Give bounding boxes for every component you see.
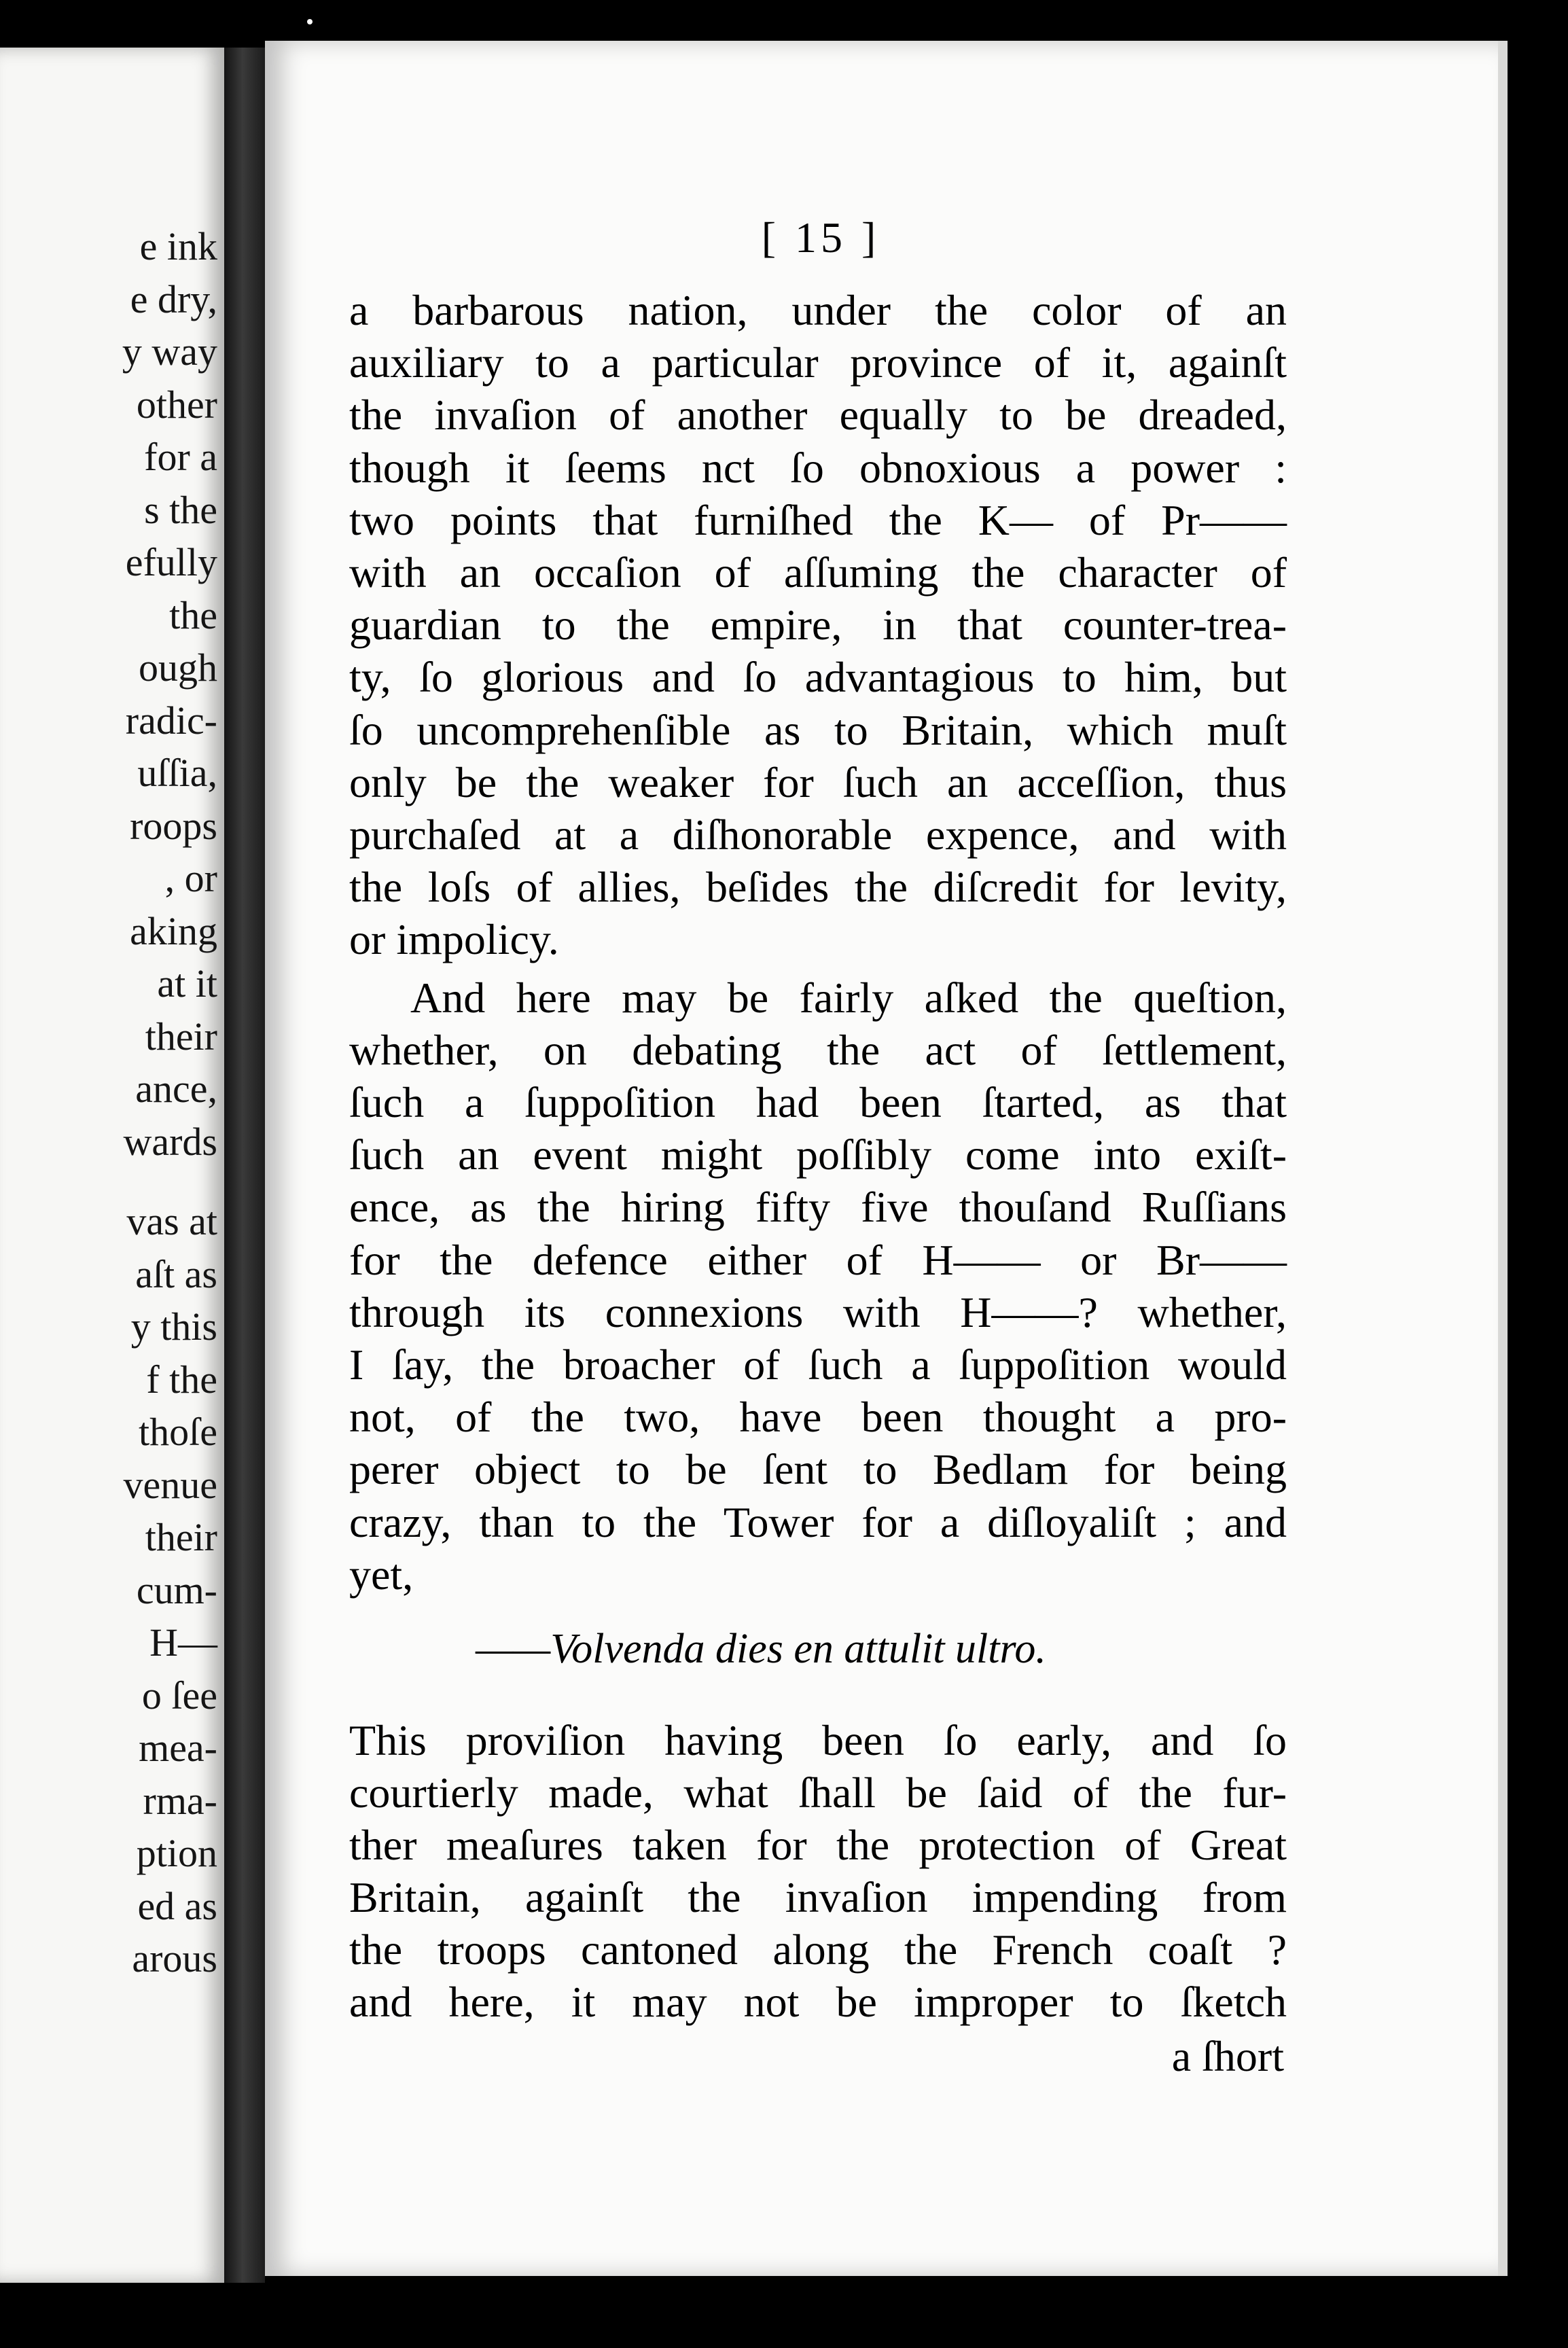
body-line: or impolicy. <box>349 915 559 964</box>
facing-page-line: thoſe <box>139 1410 217 1454</box>
body-line: I ſay, the broacher of ſuch a ſuppoſition would <box>349 1340 1287 1389</box>
body-line: for the defence either of H—— or Br—— <box>349 1235 1287 1284</box>
facing-page-line: y way <box>122 330 217 374</box>
facing-page-line: venue <box>123 1462 217 1507</box>
facing-page-line: efully <box>125 540 217 584</box>
facing-page-line: ough <box>139 645 217 690</box>
facing-page-line: wards <box>123 1119 217 1164</box>
closing-line: courtierly made, what ſhall be ſaid of the fur- <box>349 1768 1287 1817</box>
body-line: ſo uncomprehenſible as to Britain, which muſt <box>349 705 1287 754</box>
dust-speck <box>307 19 313 24</box>
body-line: not, of the two, have been thought a pro- <box>349 1393 1287 1442</box>
facing-page-line: roops <box>130 803 217 848</box>
facing-page-line: the <box>169 592 217 637</box>
body-line: through its connexions with H——? whether, <box>349 1287 1287 1336</box>
body-line: auxiliary to a particular province of it, againſt <box>349 338 1287 387</box>
facing-page-line: o ſee <box>141 1673 217 1718</box>
facing-page-line: vas at <box>126 1199 217 1243</box>
facing-page-line: ption <box>136 1831 217 1875</box>
body-line: ſuch an event might poſſibly come into exiſt- <box>349 1131 1287 1179</box>
closing-line: Britain, againſt the invaſion impending from <box>349 1873 1287 1921</box>
body-line: perer object to be ſent to Bedlam for being <box>349 1445 1287 1494</box>
facing-page-line: rma- <box>143 1778 217 1823</box>
facing-page-line: their <box>145 1515 217 1559</box>
body-line: though it ſeems nct ſo obnoxious a power : <box>349 443 1287 492</box>
closing-line: This proviſion having been ſo early, and ſo <box>349 1716 1287 1764</box>
body-line: with an occaſion of aſſuming the character of <box>349 548 1287 597</box>
facing-page-line: uſſia, <box>137 751 217 795</box>
facing-page-line: ed as <box>137 1883 217 1928</box>
facing-page-line: f the <box>146 1357 217 1402</box>
facing-page-line: other <box>136 382 217 427</box>
facing-page-line: aking <box>130 908 217 953</box>
facing-page-line: mea- <box>139 1726 217 1770</box>
facing-page-fragment <box>0 48 224 2283</box>
facing-page-line: for a <box>144 435 217 479</box>
body-line: only be the weaker for ſuch an acceſſion, thus <box>349 758 1287 806</box>
facing-page-line: at it <box>157 961 217 1006</box>
body-line: And here may be fairly aſked the queſtion, <box>410 973 1287 1022</box>
facing-page-line: y this <box>130 1304 217 1349</box>
body-line: purchaſed at a diſhonorable expence, and with <box>349 811 1287 859</box>
page-number: [ 15 ] <box>761 213 880 262</box>
facing-page-line: arous <box>132 1936 217 1980</box>
body-line: the invaſion of another equally to be dreaded, <box>349 391 1287 440</box>
page-edge <box>1498 41 1508 2276</box>
body-line: two points that furniſhed the K— of Pr—— <box>349 495 1287 544</box>
body-line: yet, <box>349 1550 414 1599</box>
facing-page-line: e dry, <box>130 277 217 321</box>
body-line: a barbarous nation, under the color of an <box>349 286 1287 334</box>
body-line: whether, on debating the act of ſettlement, <box>349 1025 1287 1074</box>
body-line: crazy, than to the Tower for a diſloyaliſt ; and <box>349 1497 1287 1546</box>
body-line: ty, ſo glorious and ſo advantagious to him, but <box>349 653 1287 702</box>
facing-page-line: ance, <box>135 1067 217 1111</box>
closing-line: and here, it may not be improper to ſketch <box>349 1978 1287 2026</box>
closing-line: ther meaſures taken for the protection of Great <box>349 1821 1287 1869</box>
book-gutter <box>224 48 265 2283</box>
facing-page-line: their <box>145 1014 217 1059</box>
catchword: a ſhort <box>1171 2032 1284 2080</box>
facing-page-line: , or <box>164 856 217 900</box>
body-line: ence, as the hiring fifty five thouſand Ruſſians <box>349 1183 1287 1232</box>
facing-page-line: radic- <box>125 698 217 743</box>
facing-page-line: e ink <box>139 224 217 268</box>
body-line: the loſs of allies, beſides the diſcredit for levity, <box>349 863 1287 912</box>
facing-page-line: cum- <box>136 1567 217 1612</box>
body-line: ſuch a ſuppoſition had been ſtarted, as that <box>349 1078 1287 1126</box>
facing-page-line: s the <box>144 487 217 532</box>
body-line: guardian to the empire, in that counter-trea- <box>349 601 1287 650</box>
closing-line: the troops cantoned along the French coaſt ? <box>349 1925 1287 1974</box>
facing-page-line: aſt as <box>135 1251 217 1296</box>
facing-page-line: H— <box>149 1620 217 1665</box>
latin-quotation: ——Volvenda dies en attulit ultro. <box>476 1626 1046 1672</box>
